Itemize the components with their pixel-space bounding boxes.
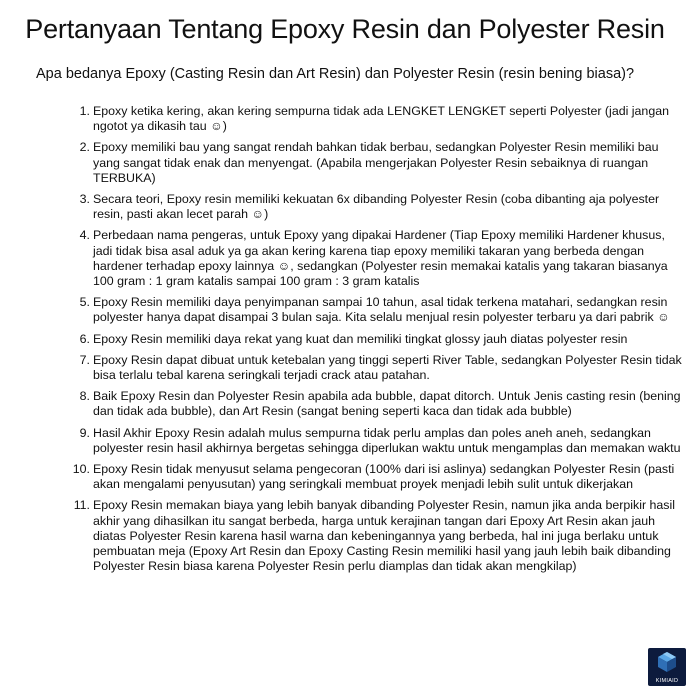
answer-text: Epoxy ketika kering, akan kering sempurna tidak ada LENGKET LENGKET seperti Polyester (jadi jangan ngotot ya dikasih tau ☺) [93,104,670,134]
answer-number: 11. [73,498,90,513]
answer-item [40,228,686,289]
answer-number: 10. [72,462,90,477]
answer-number: 5. [79,295,90,310]
answer-item [40,140,686,186]
answer-text: Epoxy Resin dapat dibuat untuk ketebalan yang tinggi seperti River Table, sedangkan Polyester Resin tidak bisa terlalu tebal karena seringkali terjadi crack atau patahan. [93,352,682,383]
answer-item [40,192,686,222]
answer-text: Epoxy Resin memakan biaya yang lebih banyak dibanding Polyester Resin, namun jika anda berpikir hasil akhir yang dihasilkan itu sangat berbeda, harga untuk kerajinan tangan dari Epoxy Art Resin akan jauh diatas Polyester Resin karena hasil warna dan kebeningannya yang berbeda, hal ini juga berlaku untuk pembuatan meja (Epoxy Art Resin dan Epoxy Casting Resin memiliki hasil yang jauh lebih baik dibanding Polyester Resin biasa karena Polyester Resin perlu diamplas dan tidak akan mengkilap) [93,498,676,574]
answer-item [40,389,686,419]
answer-item [40,332,686,347]
answer-text: Baik Epoxy Resin dan Polyester Resin apabila ada bubble, dapat ditorch. Untuk Jenis casting resin (bening dan tidak ada bubble), dan Art Resin (sangat bening seperti kaca dan tidak ada bubble) [93,389,681,419]
answer-number: 8. [79,389,90,404]
answer-number: 7. [79,352,90,367]
answer-list [40,104,686,580]
question-text: Apa bedanya Epoxy (Casting Resin dan Art Resin) dan Polyester Resin (resin bening biasa)? [36,66,635,82]
answer-text: Epoxy Resin tidak menyusut selama pengecoran (100% dari isi aslinya) sedangkan Polyester Resin (pasti akan mengalami penyusutan) yang seringkali membuat proyek menjadi lebih sulit untuk dikerjakan [93,462,675,492]
logo-text: KIMIAID [655,678,679,684]
answer-text: Perbedaan nama pengeras, untuk Epoxy yang dipakai Hardener (Tiap Epoxy memiliki Hardener khusus, jadi tidak bisa asal aduk ya ga akan kering karena tiap epoxy memiliki takaran yang berbeda dengan hardener terhadap epoxy lainnya ☺, sedangkan (Polyester resin memakai katalis yang takaran biasanya 100 gram : 1 gram katalis sampai 100 gram : 3 gram katalis [93,228,668,289]
answer-text: Epoxy Resin memiliki daya rekat yang kuat dan memiliki tingkat glossy jauh diatas polyester resin [93,331,628,346]
answer-text: Epoxy memiliki bau yang sangat rendah bahkan tidak berbau, sedangkan Polyester Resin memiliki bau yang sangat tidak enak dan menyengat. (Apabila mengerjakan Polyester Resin sebaiknya di ruangan TERBUKA) [93,140,659,185]
answer-number: 4. [79,228,90,243]
slide-title: Pertanyaan Tentang Epoxy Resin dan Polyester Resin [25,14,665,44]
answer-number: 6. [79,331,90,346]
answer-number: 9. [79,425,90,440]
kimiaid-logo [648,648,686,686]
answer-item [40,462,686,492]
answer-text: Hasil Akhir Epoxy Resin adalah mulus sempurna tidak perlu amplas dan poles aneh aneh, sedangkan polyester resin hasil akhirnya bergetas sehingga diperlukan waktu untuk mengamplas dan memakan waktu [93,425,681,455]
answer-item [40,104,686,134]
answer-item [40,353,686,383]
answer-text: Epoxy Resin memiliki daya penyimpanan sampai 10 tahun, asal tidak terkena matahari, sedangkan resin polyester hanya dapat disampai 3 bulan saja. Kita selalu menjual resin polyester terbaru ya dari pabrik ☺ [93,295,670,325]
answer-item [40,426,686,456]
answer-item [40,498,686,574]
cube-logo-icon [657,651,677,673]
answer-text: Secara teori, Epoxy resin memiliki kekuatan 6x dibanding Polyester Resin (coba dibanting aja polyester resin, pasti akan lecet parah ☺) [93,192,660,222]
answer-number: 2. [79,140,90,155]
answer-number: 3. [79,192,90,207]
answer-item [40,295,686,325]
answer-number: 1. [79,104,90,118]
